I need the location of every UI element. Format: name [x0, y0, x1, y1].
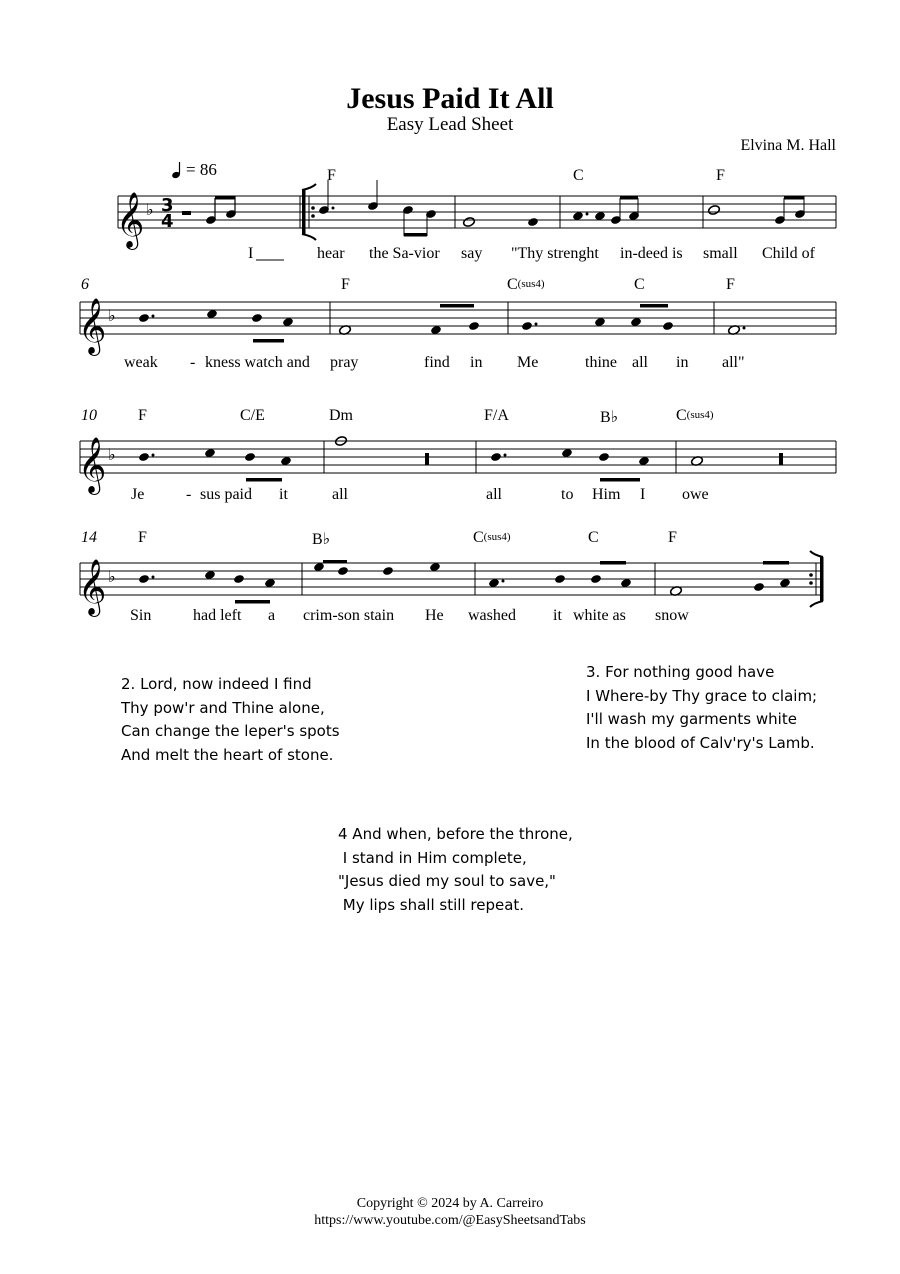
chord-symbol: B♭: [600, 409, 619, 426]
lyric-syllable: I: [248, 245, 254, 262]
lyric-syllable: all: [332, 486, 348, 503]
lyric-syllable: -: [186, 486, 192, 503]
chord-symbol: $C^{(sus4)}$: [507, 276, 545, 293]
time-signature-top: 3: [161, 195, 174, 216]
lyric-syllable: it: [279, 486, 288, 503]
flat-icon: ♭: [108, 445, 116, 464]
verse-2: 2. Lord, now indeed I find Thy pow'r and Thine alone, Can change the leper's spots And melt the heart of stone.: [121, 675, 340, 764]
chord-symbol: $C^{(sus4)}$: [676, 407, 714, 424]
staff-system-4: [80, 563, 820, 595]
staff-system-1: [118, 196, 836, 228]
composer-credit: Elvina M. Hall: [740, 137, 836, 154]
quarter-rest-icon: [425, 453, 429, 465]
lyric-syllable: had left: [193, 607, 242, 624]
lyric-syllable: pray: [330, 354, 359, 371]
lyric-syllable: small: [703, 245, 738, 262]
verse-4: 4 And when, before the throne, I stand in Him complete, "Jesus died my soul to save," My lips shall still repeat.: [338, 825, 573, 914]
verse-3: 3. For nothing good have I Where-by Thy grace to claim; I'll wash my garments white In the blood of Calv'ry's Lamb.: [586, 663, 818, 752]
lyric-syllable: in: [676, 354, 689, 371]
treble-clef-icon: 𝄞: [116, 192, 145, 248]
lyric-syllable: in: [470, 354, 483, 371]
chord-symbol: F: [726, 276, 735, 293]
notes-system-4: [138, 560, 791, 604]
lyric-syllable: thine: [585, 354, 617, 371]
flat-icon: ♭: [108, 306, 116, 325]
lyric-syllable: in-deed is: [620, 245, 683, 262]
chord-symbol: F/A: [484, 407, 509, 424]
lyric-syllable: Child of: [762, 245, 815, 262]
chord-symbol: F: [668, 529, 677, 546]
notes-system-3: [138, 436, 783, 482]
chord-symbol: B♭: [312, 531, 331, 548]
chord-symbol: F: [138, 529, 147, 546]
lyric-syllable: owe: [682, 486, 709, 503]
lyric-syllable: kness watch and: [205, 354, 310, 371]
chord-symbol: F: [716, 167, 725, 184]
lyric-syllable: washed: [468, 607, 516, 624]
chord-symbol: Dm: [329, 407, 353, 424]
chord-symbol: C/E: [240, 407, 265, 424]
song-title: Jesus Paid It All: [346, 82, 554, 115]
lyric-syllable: white as: [573, 607, 626, 624]
lyric-syllable: the Sa-vior: [369, 245, 440, 262]
footer-link[interactable]: https://www.youtube.com/@EasySheetsandTabs: [314, 1213, 586, 1228]
lyric-syllable: Me: [517, 354, 539, 371]
chord-symbol: C: [573, 167, 584, 184]
lyric-syllable: find: [424, 354, 450, 371]
chord-symbol: $C^{(sus4)}$: [473, 529, 511, 546]
lyric-syllable: say: [461, 245, 483, 262]
lyric-syllable: He: [425, 607, 444, 624]
song-subtitle: Easy Lead Sheet: [386, 114, 514, 135]
quarter-note-glyph: [171, 162, 181, 179]
lyric-syllable: Je: [131, 486, 145, 503]
tempo-marking: = 86: [186, 160, 217, 179]
lyric-syllable: Him: [592, 486, 621, 503]
lyric-syllable: crim-son stain: [303, 607, 395, 624]
treble-clef-icon: 𝄞: [78, 559, 107, 615]
lyric-syllable: all: [486, 486, 502, 503]
chord-symbol: F: [341, 276, 350, 293]
quarter-rest-icon: [779, 453, 783, 465]
chord-symbol: C: [588, 529, 599, 546]
time-signature-bottom: 4: [161, 211, 174, 232]
copyright-notice: Copyright © 2024 by A. Carreiro: [356, 1196, 544, 1211]
lyric-syllable: to: [561, 486, 574, 503]
chord-symbol: F: [138, 407, 147, 424]
lyric-syllable: hear: [317, 245, 345, 262]
lyric-syllable: all": [722, 354, 745, 371]
lyric-syllable: "Thy strenght: [511, 245, 599, 262]
lyric-syllable: a: [268, 607, 276, 624]
lyric-syllable: all: [632, 354, 648, 371]
lyric-syllable: snow: [655, 607, 689, 624]
lyric-syllable: Sin: [130, 607, 152, 624]
lyric-syllable: it: [553, 607, 562, 624]
chord-symbol: F: [327, 167, 336, 184]
lyric-syllable: I: [640, 486, 646, 503]
chord-symbol: C: [634, 276, 645, 293]
lyric-syllable: weak: [124, 354, 158, 371]
measure-number: 6: [81, 276, 89, 293]
lyric-syllable: sus paid: [200, 486, 252, 503]
staff-system-3: [80, 441, 836, 473]
half-rest-icon: [182, 211, 191, 215]
measure-number: 10: [81, 407, 97, 424]
flat-icon: ♭: [108, 567, 116, 586]
flat-icon: ♭: [146, 200, 154, 219]
lyric-syllable: -: [190, 354, 196, 371]
treble-clef-icon: 𝄞: [78, 437, 107, 493]
measure-number: 14: [81, 529, 97, 546]
treble-clef-icon: 𝄞: [78, 298, 107, 354]
